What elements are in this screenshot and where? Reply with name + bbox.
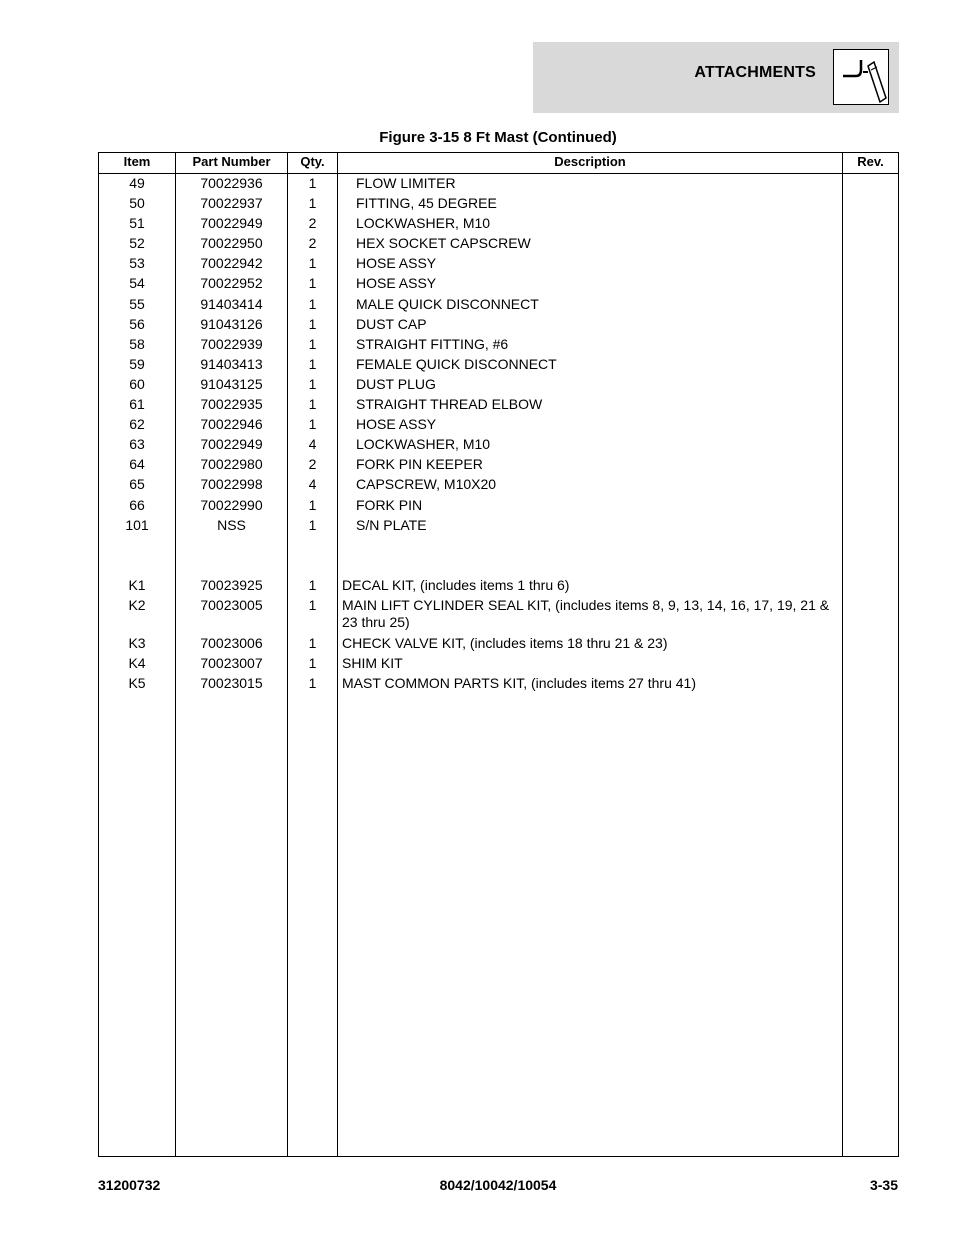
item-cell: 52 (129, 235, 145, 252)
description-cell: HEX SOCKET CAPSCREW (356, 235, 531, 252)
item-cell: 64 (129, 456, 145, 473)
description-cell: MAIN LIFT CYLINDER SEAL KIT, (includes items 8, 9, 13, 14, 16, 17, 19, 21 & 23 thru 25) (342, 596, 830, 630)
qty-cell: 1 (308, 295, 317, 312)
part-number-cell: 70023015 (200, 674, 263, 691)
part-number-cell: 70022942 (200, 255, 263, 272)
qty-cell: 2 (308, 215, 317, 232)
table-row (99, 375, 898, 395)
row-spacer (99, 536, 898, 576)
description-cell: HOSE ASSY (356, 275, 437, 292)
part-number-cell: 91043126 (200, 315, 263, 332)
description-cell: CAPSCREW, M10X20 (356, 476, 497, 493)
item-cell: K2 (128, 596, 146, 613)
part-number-cell: 70022939 (200, 335, 263, 352)
table-row (99, 214, 898, 234)
item-cell: 49 (129, 175, 145, 191)
item-cell: K4 (128, 654, 146, 671)
kit-row (99, 596, 898, 634)
table-row (99, 516, 898, 536)
description-cell: LOCKWASHER, M10 (356, 215, 491, 232)
part-number-cell: 91403414 (200, 295, 263, 312)
description-cell: MALE QUICK DISCONNECT (356, 295, 539, 312)
part-number-cell: 70022949 (200, 215, 263, 232)
model-numbers: 8042/10042/10054 (439, 1177, 557, 1193)
description-cell: DECAL KIT, (includes items 1 thru 6) (342, 576, 570, 593)
figure-title: Figure 3-15 8 Ft Mast (Continued) (379, 129, 617, 146)
part-number-cell: 70022949 (200, 436, 263, 453)
description-cell: STRAIGHT FITTING, #6 (356, 335, 509, 352)
qty-cell: 2 (308, 235, 317, 252)
table-row (99, 435, 898, 455)
table-row (99, 415, 898, 435)
part-number-cell: 70022980 (200, 456, 263, 473)
description-cell: CHECK VALVE KIT, (includes items 18 thru 21 & 23) (342, 634, 668, 651)
item-cell: 53 (129, 255, 145, 272)
item-cell: 51 (129, 215, 145, 232)
part-number-cell: 70022935 (200, 396, 263, 413)
qty-cell: 1 (308, 674, 317, 691)
table-row (99, 254, 898, 274)
qty-cell: 1 (308, 496, 317, 513)
item-cell: K3 (128, 634, 146, 651)
description-cell: FEMALE QUICK DISCONNECT (356, 355, 557, 372)
part-number-cell: 70023006 (200, 634, 263, 651)
item-cell: 65 (129, 476, 145, 493)
description-cell: LOCKWASHER, M10 (356, 436, 491, 453)
qty-cell: 4 (308, 476, 317, 493)
item-cell: 101 (125, 516, 149, 533)
kit-row (99, 634, 898, 654)
description-cell: HOSE ASSY (356, 255, 437, 272)
section-title: ATTACHMENTS (694, 64, 816, 81)
part-number-cell: 70022952 (200, 275, 263, 292)
part-number-cell: 70022936 (200, 175, 263, 191)
description-cell: MAST COMMON PARTS KIT, (includes items 27 thru 41) (342, 674, 696, 691)
page-number: 3-35 (869, 1177, 898, 1193)
qty-cell: 1 (308, 416, 317, 433)
part-number-cell: 70022946 (200, 416, 263, 433)
qty-cell: 1 (308, 576, 317, 593)
item-cell: 63 (129, 436, 145, 453)
table-row (99, 335, 898, 355)
parts-table-body (99, 174, 898, 694)
item-cell: 54 (129, 275, 145, 292)
part-number-cell: 91403413 (200, 355, 263, 372)
qty-cell: 1 (308, 596, 317, 613)
item-cell: 61 (129, 396, 145, 413)
part-number-cell: NSS (217, 516, 246, 533)
item-cell: 66 (129, 496, 145, 513)
qty-cell: 1 (308, 355, 317, 372)
qty-cell: 1 (308, 195, 317, 212)
column-header-qty: Qty. (300, 154, 325, 169)
description-cell: S/N PLATE (356, 516, 427, 533)
part-number-cell: 70023005 (200, 596, 263, 613)
part-number-cell: 70022998 (200, 476, 263, 493)
description-cell: HOSE ASSY (356, 416, 437, 433)
qty-cell: 1 (308, 175, 317, 191)
description-cell: FITTING, 45 DEGREE (356, 195, 497, 212)
item-cell: 60 (129, 375, 145, 392)
table-row (99, 315, 898, 335)
part-number-cell: 70023925 (200, 576, 263, 593)
item-cell: K5 (128, 674, 146, 691)
kit-row (99, 674, 898, 694)
table-row (99, 475, 898, 495)
description-cell: SHIM KIT (342, 654, 403, 671)
kit-row (99, 654, 898, 674)
part-number-cell: 70022950 (200, 235, 263, 252)
table-row (99, 395, 898, 415)
qty-cell: 1 (308, 255, 317, 272)
column-header-description: Description (554, 154, 626, 169)
section-header (533, 42, 899, 113)
description-cell: FORK PIN (356, 496, 423, 513)
table-row (99, 295, 898, 315)
part-number-cell: 91043125 (200, 375, 263, 392)
parts-table (98, 152, 899, 1157)
column-header-rev: Rev. (857, 154, 884, 169)
qty-cell: 1 (308, 396, 317, 413)
qty-cell: 1 (308, 335, 317, 352)
qty-cell: 1 (308, 516, 317, 533)
part-number-cell: 70022937 (200, 195, 263, 212)
qty-cell: 4 (308, 436, 317, 453)
qty-cell: 1 (308, 315, 317, 332)
attachment-hook-icon (833, 49, 889, 105)
description-cell: DUST PLUG (356, 375, 436, 392)
description-cell: DUST CAP (356, 315, 427, 332)
table-row (99, 496, 898, 516)
item-cell: 56 (129, 315, 145, 332)
item-cell: 55 (129, 295, 145, 312)
table-row (99, 455, 898, 475)
qty-cell: 2 (308, 456, 317, 473)
table-row (99, 194, 898, 214)
description-cell: FORK PIN KEEPER (356, 456, 483, 473)
description-cell: FLOW LIMITER (356, 175, 456, 191)
item-cell: 62 (129, 416, 145, 433)
qty-cell: 1 (308, 634, 317, 651)
description-cell: STRAIGHT THREAD ELBOW (356, 396, 543, 413)
doc-number: 31200732 (98, 1177, 161, 1193)
part-number-cell: 70023007 (200, 654, 263, 671)
qty-cell: 1 (308, 275, 317, 292)
kit-row (99, 576, 898, 596)
column-header-item: Item (123, 154, 151, 169)
qty-cell: 1 (308, 375, 317, 392)
table-row (99, 234, 898, 254)
column-header-part-number: Part Number (192, 154, 271, 169)
part-number-cell: 70022990 (200, 496, 263, 513)
table-row (99, 355, 898, 375)
item-cell: 50 (129, 195, 145, 212)
qty-cell: 1 (308, 654, 317, 671)
table-row (99, 174, 898, 194)
item-cell: K1 (128, 576, 146, 593)
item-cell: 59 (129, 355, 145, 372)
item-cell: 58 (129, 335, 145, 352)
table-row (99, 274, 898, 294)
